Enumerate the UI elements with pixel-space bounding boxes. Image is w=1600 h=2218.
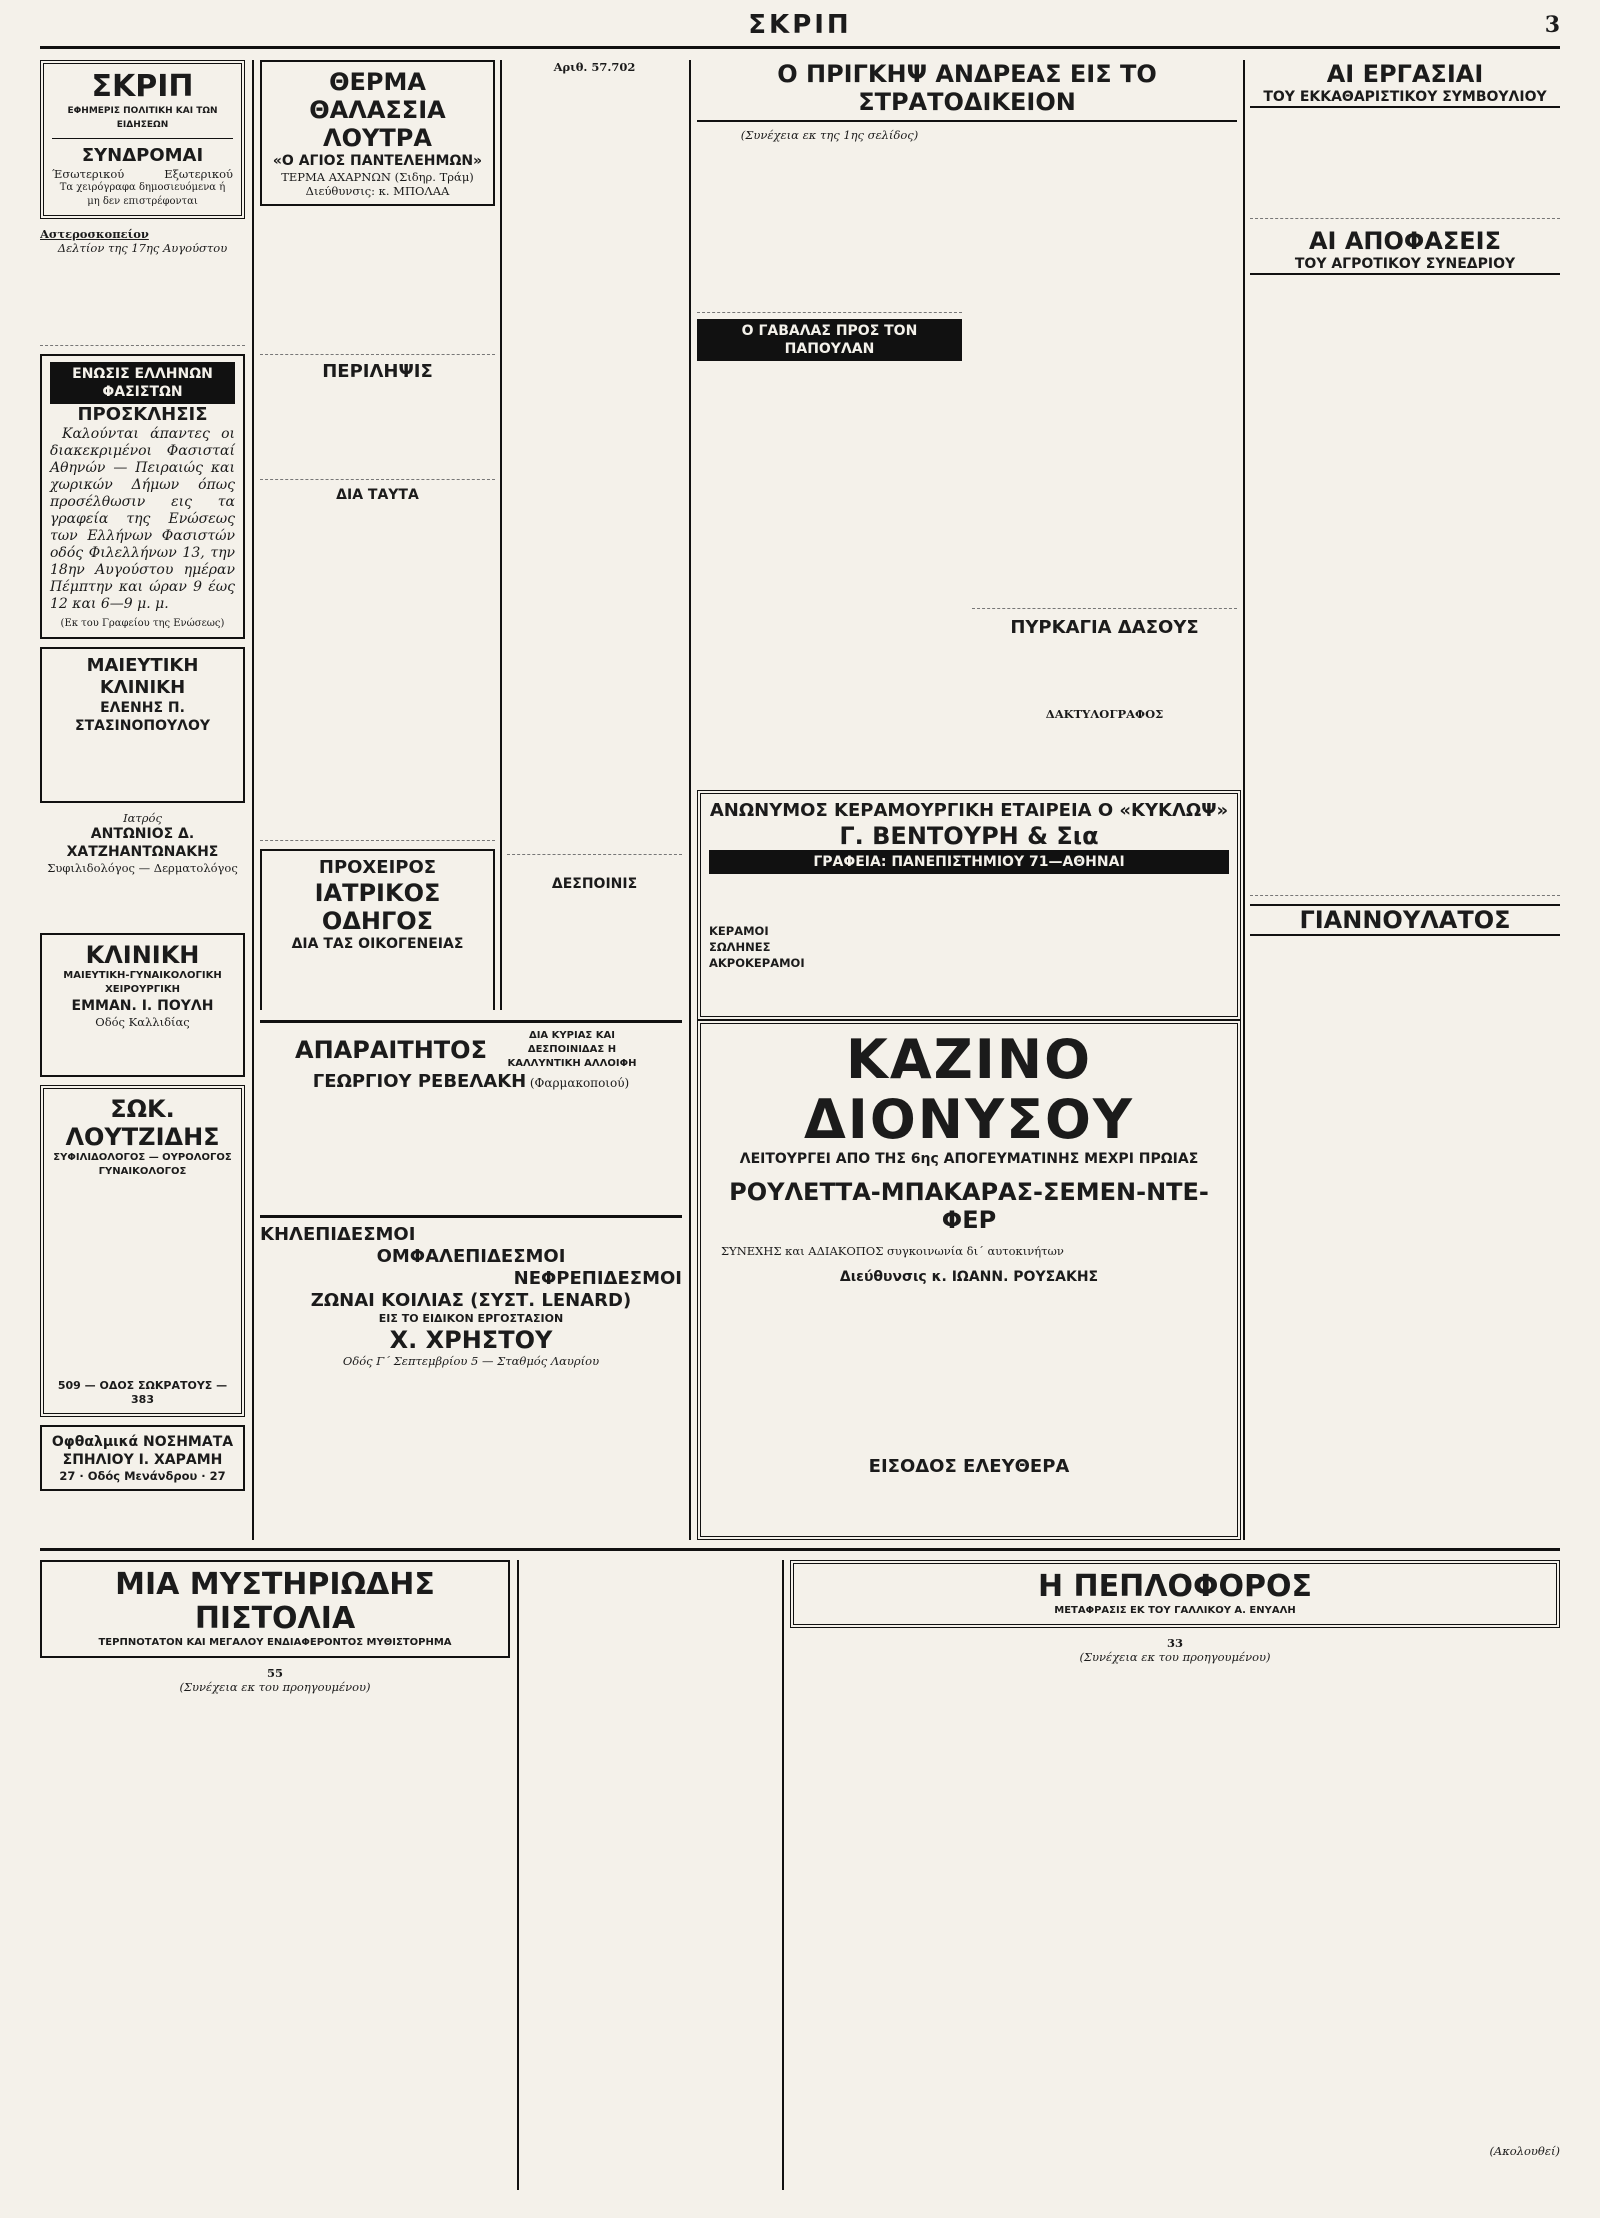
gyn-clinic-ad [40, 933, 245, 1077]
column-rule [689, 60, 691, 1540]
col3-title: Αριθ. 57.702 [553, 60, 636, 74]
ceramics-owner: Γ. ΒΕΝΤΟΥΡΗ & Σια [839, 822, 1099, 850]
baths-title: ΘΕΡΜΑ ΘΑΛΑΣΣΙΑ ΛΟΥΤΡΑ [309, 68, 446, 152]
belts-name: Χ. ΧΡΗΣΤΟΥ [389, 1326, 553, 1354]
column-1 [40, 60, 245, 1540]
novel2-number: 33 [1166, 1636, 1183, 1650]
clinic1-subtitle: ΕΛΕΝΗΣ Π. ΣΤΑΣΙΝΟΠΟΥΛΟΥ [75, 700, 210, 734]
summary-title: ΠΕΡΙΛΗΨΙΣ [322, 361, 433, 382]
doctor2-address: 509 — ΟΔΟΣ ΣΩΚΡΑΤΟΥΣ — 383 [57, 1379, 228, 1406]
guide-kicker: ΠΡΟΧΕΙΡΟΣ [318, 857, 437, 878]
casino-games: ΡΟΥΛΕΤΤΑ-ΜΠΑΚΑΡΑΣ-ΣΕΜΕΝ-ΝΤΕ-ΦΕΡ [729, 1178, 1209, 1234]
ceramics-ad [697, 790, 1241, 1020]
subs-inland: Έσωτερικού [52, 167, 125, 181]
medical-guide-ad [260, 849, 495, 1010]
novel2-subtitle: ΜΕΤΑΦΡΑΣΙΣ ΕΚ ΤΟΥ ΓΑΛΛΙΚΟΥ Α. ΕΝΥΑΛΗ [1054, 1605, 1296, 1616]
shipping-title: ΓΙΑΝΝΟΥΛΑΤΟΣ [1250, 904, 1560, 936]
fascist-union-notice [40, 354, 245, 639]
masthead-subtitle: ΕΦΗΜΕΡΙΣ ΠΟΛΙΤΙΚΗ ΚΑΙ ΤΩΝ ΕΙΔΗΣΕΩΝ [67, 106, 218, 130]
casino-subtitle: ΛΕΙΤΟΥΡΓΕΙ ΑΠΟ ΤΗΣ 6ης ΑΠΟΓΕΥΜΑΤΙΝΗΣ ΜΕΧΡΙ ΠΡΩΙΑΣ [739, 1151, 1199, 1167]
casino-ad [697, 1020, 1241, 1540]
decisions-subtitle: ΤΟΥ ΑΓΡΟΤΙΚΟΥ ΣΥΝΕΔΡΙΟΥ [1250, 255, 1560, 275]
belts-ad [260, 1215, 682, 1458]
decisions-title: ΑΙ ΑΠΟΦΑΣΕΙΣ [1308, 227, 1501, 255]
novel1-banner [40, 1560, 510, 1658]
works-title: ΑΙ ΕΡΓΑΣΙΑΙ [1326, 60, 1484, 88]
eye-doctor-name: ΣΠΗΛΙΟΥ Ι. ΧΑΡΑΜΗ [62, 1452, 223, 1468]
summary-subtitle: ΔΙΑ ΤΑΥΤΑ [336, 487, 419, 503]
baths-manager: Διεύθυνσις: κ. ΜΠΟΛΑΑ [305, 184, 450, 198]
casino-entry: ΕΙΣΟΔΟΣ ΕΛΕΥΘΕΡΑ [868, 1456, 1070, 1477]
casino-title: ΚΑΖΙΝΟ ΔΙΟΝΥΣΟΥ [804, 1028, 1134, 1151]
header-title: ΣΚΡΙΠ [748, 10, 852, 40]
column-rule [500, 60, 502, 1010]
prince-cont: (Συνέχεια εκ της 1ης σελίδος) [740, 128, 919, 142]
casino-line: ΣΥΝΕΧΗΣ και ΑΔΙΑΚΟΠΟΣ συγκοινωνία δι΄ αυτοκινήτων [721, 1244, 1064, 1258]
guide-title: ΙΑΤΡΙΚΟΣ ΟΔΗΓΟΣ [314, 879, 441, 935]
column-rule [782, 1560, 784, 2190]
page-number: 3 [1544, 12, 1560, 38]
clinic2-title: ΚΛΙΝΙΚΗ [85, 941, 200, 969]
needed-title: ΑΠΑΡΑΙΤΗΤΟΣ [295, 1036, 487, 1064]
needed-subtitle: ΔΙΑ ΚΥΡΙΑΣ ΚΑΙ ΔΕΣΠΟΙΝΙΔΑΣ Η ΚΑΛΛΥΝΤΙΚΗ ΑΛΛΟΙΦΗ [507, 1030, 637, 1069]
novel-pistol [40, 1560, 510, 2190]
baths-subtitle: «Ο ΑΓΙΟΣ ΠΑΝΤΕΛΕΗΜΩΝ» [272, 153, 483, 169]
novel1-cont: (Συνέχεια εκ του προηγουμένου) [179, 1680, 371, 1694]
eye-title: Οφθαλμικά ΝΟΣΗΜΑΤΑ [51, 1434, 234, 1450]
belts-line-1: ΟΜΦΑΛΕΠΙΔΕΣΜΟΙ [376, 1246, 566, 1267]
lutzidis-ad [40, 1085, 245, 1417]
section-divider [40, 1548, 1560, 1551]
reveliakis-ad [260, 1020, 682, 1213]
maternity-clinic-ad [40, 647, 245, 803]
casino-manager: Διεύθυνσις κ. ΙΩΑΝΝ. ΡΟΥΣΑΚΗΣ [839, 1269, 1099, 1285]
novel1-subtitle: ΤΕΡΠΝΟΤΑΤΟΝ ΚΑΙ ΜΕΓΑΛΟΥ ΕΝΔΙΑΦΕΡΟΝΤΟΣ ΜΥΘΙΣΤΟΡΗΜΑ [98, 1637, 452, 1648]
masthead-box [40, 60, 245, 219]
baths-address: ΤΕΡΜΑ ΑΧΑΡΝΩΝ (Σιδηρ. Τράμ) [281, 170, 474, 184]
typist-ad: ΔΑΚΤΥΛΟΓΡΑΦΟΣ [1045, 707, 1164, 721]
needed-name-note: (Φαρμακοποιού) [529, 1076, 630, 1090]
ceramics-office: ΓΡΑΦΕΙΑ: ΠΑΝΕΠΙΣΤΗΜΙΟΥ 71—ΑΘΗΝΑΙ [709, 850, 1229, 874]
novel2-end: (Ακολουθεί) [1489, 2144, 1560, 2158]
astro-box [40, 227, 245, 346]
column-right [1250, 60, 1560, 1540]
eye-address: 27 · Οδός Μενάνδρου · 27 [59, 1469, 226, 1483]
doctor2-specialty: ΣΥΦΙΛΙΔΟΛΟΓΟΣ — ΟΥΡΟΛΟΓΟΣ ΓΥΝΑΙΚΟΛΟΓΟΣ [53, 1152, 232, 1177]
ceramics-product-2: ΣΩΛΗΝΕΣ [709, 940, 771, 954]
novel2-title: Η ΠΕΠΛΟΦΟΡΟΣ [1038, 1569, 1312, 1604]
clinic2-address: Οδός Καλλιδίας [95, 1015, 190, 1029]
needed-name: ΓΕΩΡΓΙΟΥ ΡΕΒΕΛΑΚΗ [312, 1071, 527, 1092]
column-rule [252, 60, 254, 1540]
union-subtitle: ΠΡΟΣΚΛΗΣΙΣ [77, 404, 208, 425]
novel1-title: ΜΙΑ ΜΥΣΤΗΡΙΩΔΗΣ ΠΙΣΤΟΛΙΑ [115, 1567, 435, 1636]
novel2-cont: (Συνέχεια εκ του προηγουμένου) [1079, 1650, 1271, 1664]
column-3 [507, 60, 682, 1010]
clinic2-subtitle: ΜΑΙΕΥΤΙΚΗ-ΓΥΝΑΙΚΟΛΟΓΙΚΗ ΧΕΙΡΟΥΡΓΙΚΗ [63, 970, 222, 995]
astro-text: Δελτίον της 17ης Αυγούστου [57, 241, 228, 255]
belts-line-2: ΝΕΦΡΕΠΙΔΕΣΜΟΙ [513, 1268, 682, 1289]
column-rule [1243, 60, 1245, 1540]
column-rule [517, 1560, 519, 2190]
fire-title: ΠΥΡΚΑΓΙΑ ΔΑΣΟΥΣ [1010, 617, 1199, 638]
novel-pistol-cont [525, 1560, 775, 2190]
astro-title: Αστεροσκοπείον [40, 227, 149, 241]
masthead-title: ΣΚΡΙΠ [91, 69, 194, 104]
novel-peplophoros [790, 1560, 1560, 2190]
union-signature: (Εκ του Γραφείου της Ενώσεως) [60, 618, 225, 629]
belts-line-4: ΕΙΣ ΤΟ ΕΙΔΙΚΟΝ ΕΡΓΟΣΤΑΣΙΟΝ [378, 1312, 564, 1325]
clinic1-title: ΜΑΙΕΥΤΙΚΗ ΚΛΙΝΙΚΗ [86, 655, 199, 698]
subs-title: ΣΥΝΔΡΟΜΑΙ [81, 145, 204, 166]
prince-subtitle: Ο ΓΑΒΑΛΑΣ ΠΡΟΣ ΤΟΝ ΠΑΠΟΥΛΑΝ [697, 319, 962, 361]
works-subtitle: ΤΟΥ ΕΚΚΑΘΑΡΙΣΤΙΚΟΥ ΣΥΜΒΟΥΛΙΟΥ [1250, 88, 1560, 108]
prince-article [697, 60, 1237, 780]
eye-doctor-ad [40, 1425, 245, 1491]
doctor-name: ΑΝΤΩΝΙΟΣ Δ. ΧΑΤΖΗΑΝΤΩΝΑΚΗΣ [66, 826, 219, 860]
column-2 [260, 60, 495, 1010]
baths-ad [260, 60, 495, 206]
subs-note: Τα χειρόγραφα δημοσιευόμενα ή μη δεν επιστρέφονται [59, 182, 226, 207]
belts-line-3: ΖΩΝΑΙ ΚΟΙΛΙΑΣ (ΣΥΣΤ. LENARD) [310, 1290, 632, 1311]
doctor2-name: ΣΩΚ. ΛΟΥΤΖΙΔΗΣ [65, 1095, 220, 1151]
ceramics-title: ΑΝΩΝΥΜΟΣ ΚΕΡΑΜΟΥΡΓΙΚΗ ΕΤΑΙΡΕΙΑ Ο «ΚΥΚΛΩΨ» [709, 800, 1229, 821]
belts-kicker: ΚΗΛΕΠΙΔΕΣΜΟΙ [260, 1224, 416, 1245]
union-title: ΕΝΩΣΙΣ ΕΛΛΗΝΩΝ ΦΑΣΙΣΤΩΝ [50, 362, 235, 404]
prince-title: Ο ΠΡΙΓΚΗΨ ΑΝΔΡΕΑΣ ΕΙΣ ΤΟ ΣΤΡΑΤΟΔΙΚΕΙΟΝ [697, 60, 1237, 122]
page-header [40, 8, 1560, 49]
belts-address: Οδός Γ΄ Σεπτεμβρίου 5 — Σταθμός Λαυρίου [342, 1354, 600, 1368]
doctor-ad [40, 811, 245, 925]
doctor-title: Ιατρός [123, 811, 162, 825]
guide-subtitle: ΔΙΑ ΤΑΣ ΟΙΚΟΓΕΝΕΙΑΣ [291, 936, 464, 952]
col3-sign: ΔΕΣΠΟΙΝΙΣ [551, 876, 638, 892]
ceramics-product-1: ΚΕΡΑΜΟΙ [709, 924, 769, 938]
clinic2-name: ΕΜΜΑΝ. Ι. ΠΟΥΛΗ [71, 998, 214, 1014]
ceramics-product-3: ΑΚΡΟΚΕΡΑΜΟΙ [709, 956, 805, 970]
subs-abroad: Εξωτερικού [164, 167, 233, 181]
novel2-banner [790, 1560, 1560, 1628]
union-text: Καλούνται άπαντες οι διακεκριμένοι Φασισταί Αθηνών — Πειραιώς και χωρικών Δήμων όπως προσέλθωσιν εις τα γραφεία της Ενώσεως των Ελλήνων Φασιστών οδός Φιλελλήνων 13, την 18ην Αυγούστου ημέραν Πέμπτην και ώραν 9 έως 12 και 6—9 μ. μ. [50, 426, 235, 612]
novel1-number: 55 [266, 1666, 283, 1680]
doctor-specialty: Συφιλιδολόγος — Δερματολόγος [47, 861, 238, 875]
